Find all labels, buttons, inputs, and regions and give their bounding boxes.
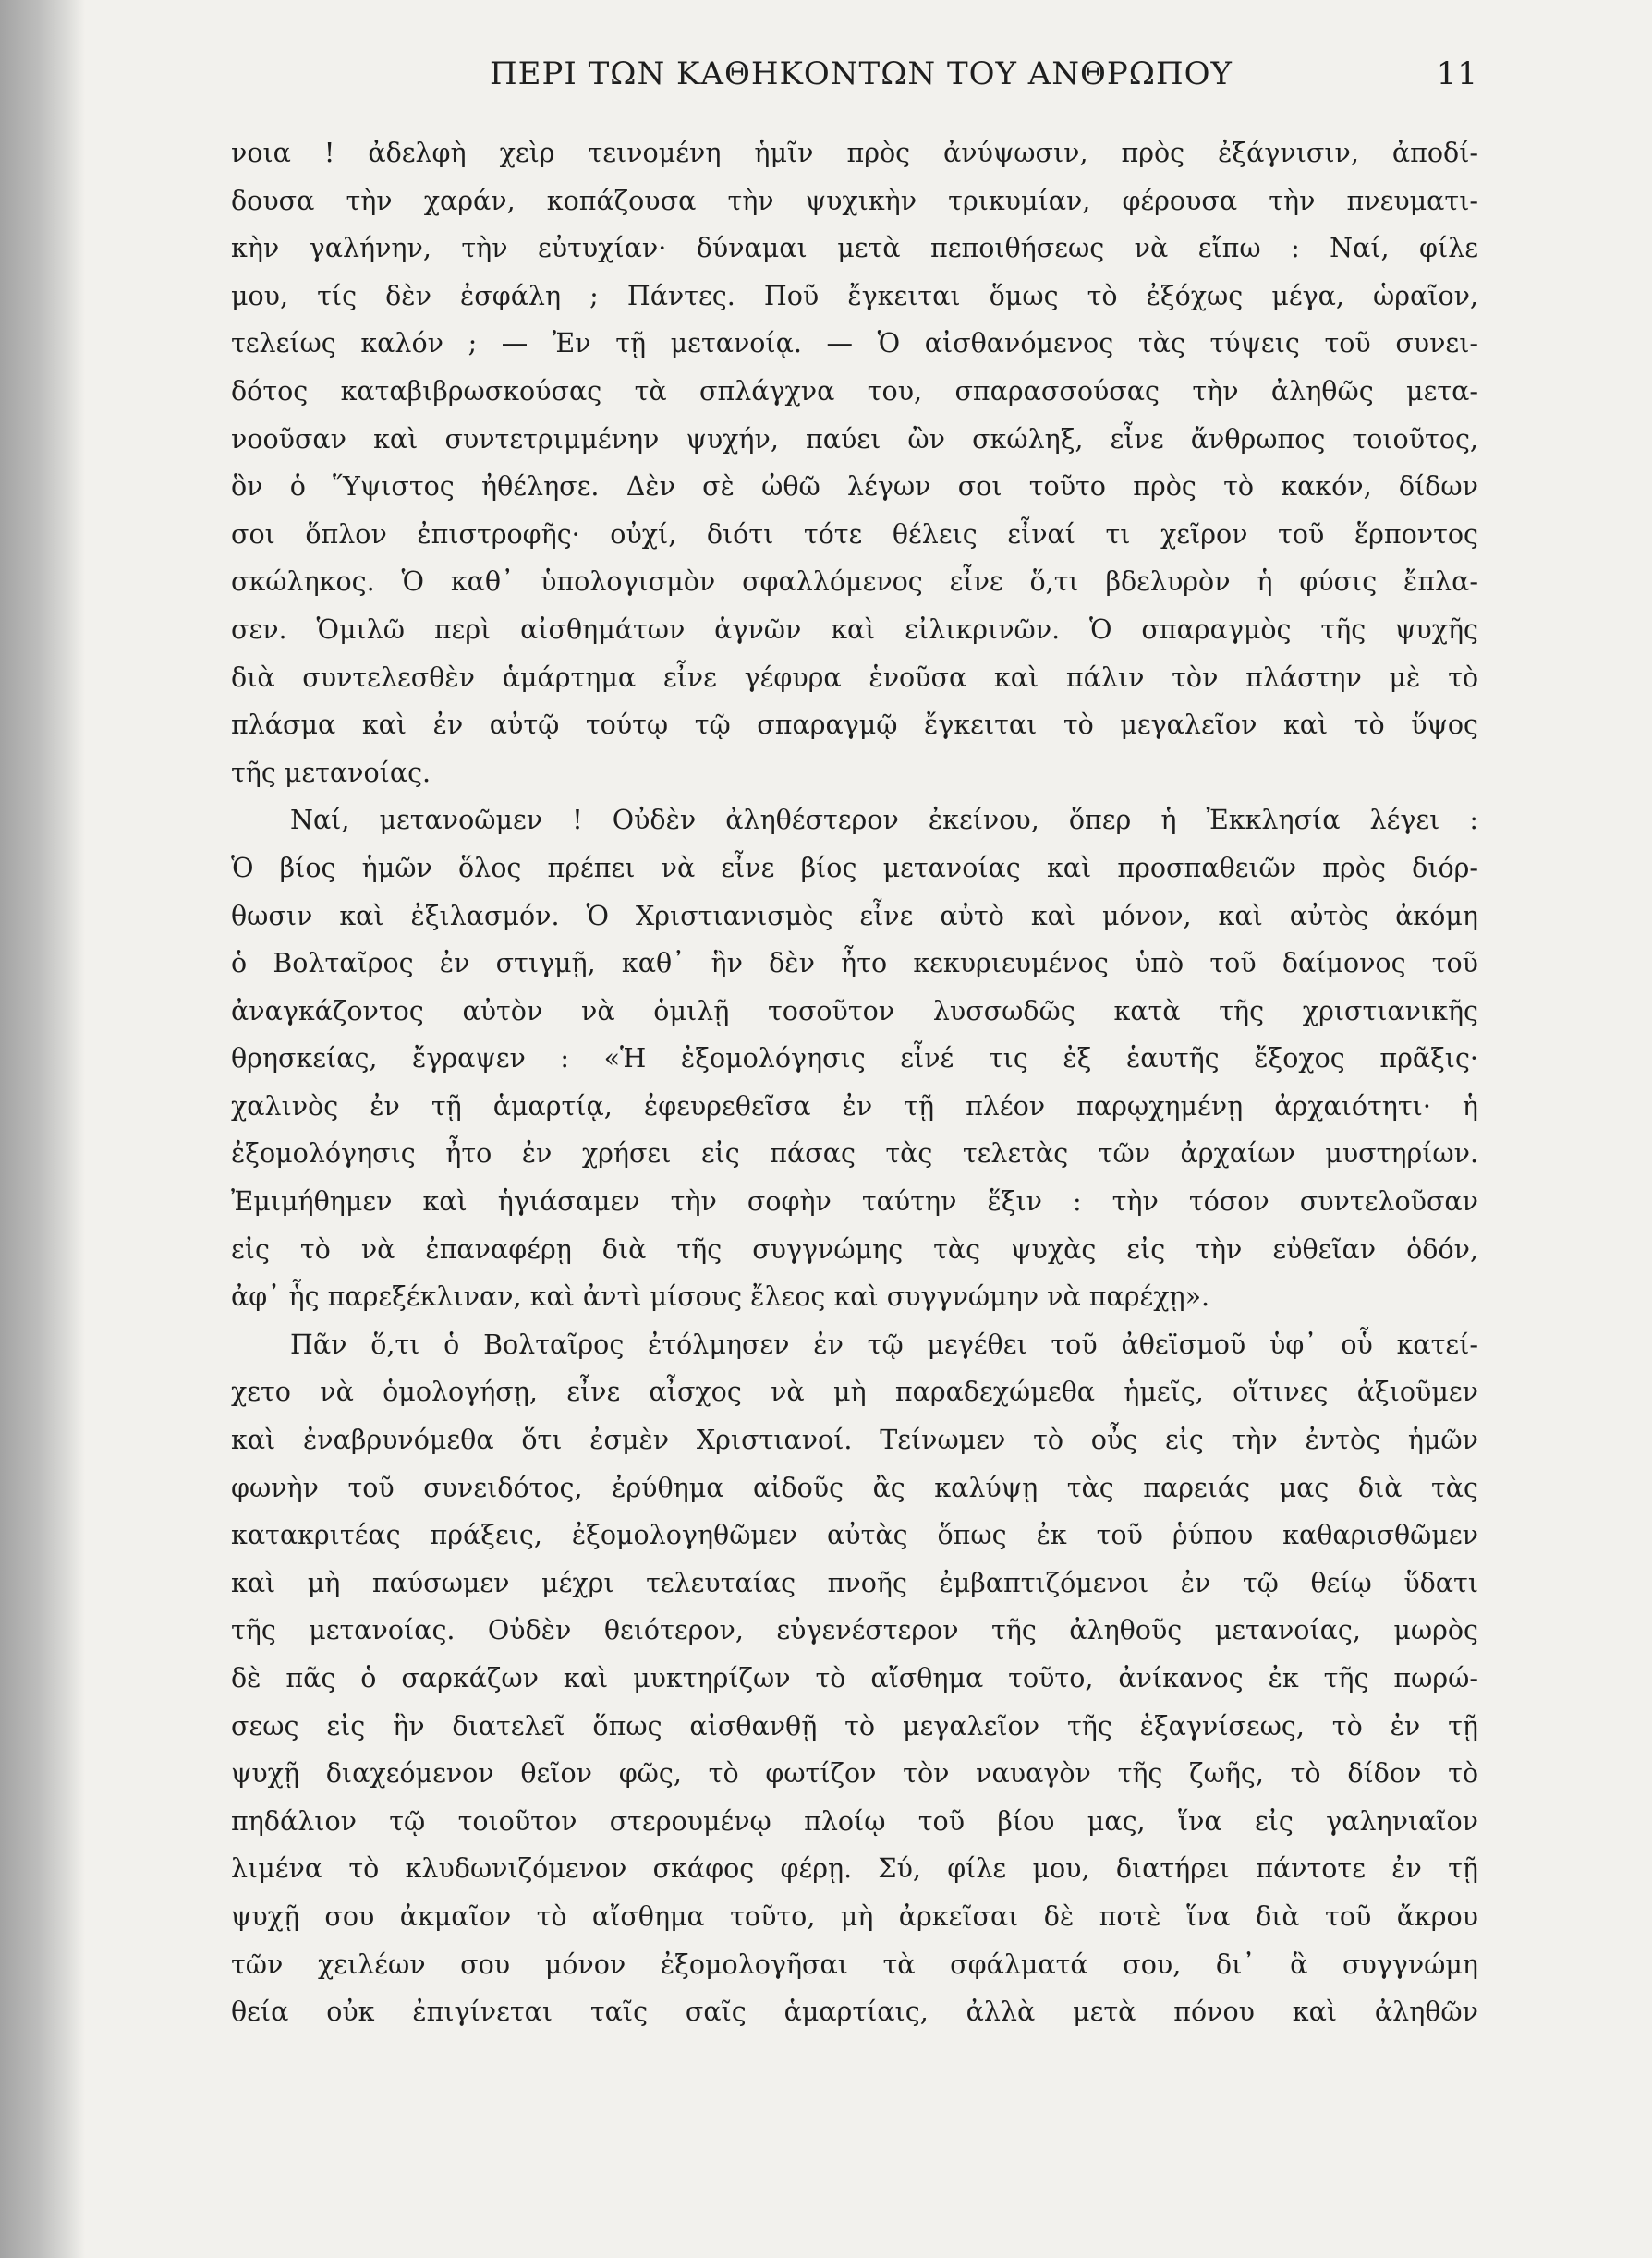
text-line: σεν. Ὁμιλῶ περὶ αἰσθημάτων ἁγνῶν καὶ εἰλικρινῶν. Ὁ σπαραγμὸς τῆς ψυχῆς bbox=[231, 613, 1478, 645]
text-line: θεία οὐκ ἐπιγίνεται ταῖς σαῖς ἁμαρτίαις, ἀλλὰ μετὰ πόνου καὶ ἀληθῶν bbox=[231, 1997, 1478, 2028]
text-line: κατακριτέας πράξεις, ἐξομολογηθῶμεν αὐτὰς ὅπως ἐκ τοῦ ῥύπου καθαρισθῶμεν bbox=[231, 1520, 1478, 1551]
text-line: καὶ ἐναβρυνόμεθα ὅτι ἐσμὲν Χριστιανοί. Τείνωμεν τὸ οὖς εἰς τὴν ἐντὸς ἡμῶν bbox=[231, 1425, 1478, 1456]
text-line: μου, τίς δὲν ἐσφάλη ; Πάντες. Ποῦ ἔγκειται ὅμως τὸ ἐξόχως μέγα, ὡραῖον, bbox=[231, 280, 1478, 311]
text-line: ἀναγκάζοντος αὐτὸν νὰ ὁμιλῇ τοσοῦτον λυσσωδῶς κατὰ τῆς χριστιανικῆς bbox=[231, 995, 1478, 1026]
text-line: διὰ συντελεσθὲν ἁμάρτημα εἶνε γέφυρα ἑνοῦσα καὶ πάλιν τὸν πλάστην μὲ τὸ bbox=[231, 662, 1478, 693]
text-line: εἰς τὸ νὰ ἐπαναφέρῃ διὰ τῆς συγγνώμης τὰς ψυχὰς εἰς τὴν εὐθεῖαν ὁδόν, bbox=[231, 1233, 1478, 1265]
body-text bbox=[231, 129, 1478, 2036]
text-line: δότος καταβιβρωσκούσας τὰ σπλάγχνα του, σπαρασσούσας τὴν ἀληθῶς μετα- bbox=[231, 375, 1478, 407]
text-line: Ναί, μετανοῶμεν ! Οὐδὲν ἀληθέστερον ἐκείνου, ὅπερ ἡ Ἐκκλησία λέγει : bbox=[290, 805, 1478, 836]
running-title: ΠΕΡΙ ΤΩΝ ΚΑΘΗΚΟΝΤΩΝ ΤΟΥ ΑΝΘΡΩΠΟΥ bbox=[490, 55, 1233, 92]
text-line: τῶν χειλέων σου μόνον ἐξομολογῆσαι τὰ σφάλματά σου, δι᾽ ἃ συγγνώμη bbox=[231, 1948, 1478, 1980]
text-line: ὃν ὁ Ὕψιστος ἠθέλησε. Δὲν σὲ ὠθῶ λέγων σοι τοῦτο πρὸς τὸ κακόν, δίδων bbox=[231, 471, 1478, 503]
text-line: Πᾶν ὅ,τι ὁ Βολταῖρος ἐτόλμησεν ἐν τῷ μεγέθει τοῦ ἀθεϊσμοῦ ὑφ᾽ οὗ κατεί- bbox=[290, 1329, 1478, 1360]
text-line: πηδάλιον τῷ τοιοῦτον στερουμένῳ πλοίῳ τοῦ βίου μας, ἵνα εἰς γαληνιαῖον bbox=[231, 1805, 1478, 1837]
text-line: τῆς μετανοίας. Οὐδὲν θειότερον, εὐγενέστερον τῆς ἀληθοῦς μετανοίας, μωρὸς bbox=[231, 1615, 1478, 1646]
text-line: θρησκείας, ἔγραψεν : «Ἡ ἐξομολόγησις εἶνέ τις ἐξ ἑαυτῆς ἔξοχος πρᾶξις· bbox=[231, 1043, 1478, 1074]
text-line: ψυχῇ διαχεόμενον θεῖον φῶς, τὸ φωτίζον τὸν ναυαγὸν τῆς ζωῆς, τὸ δίδον τὸ bbox=[231, 1758, 1478, 1790]
text-line: πλάσμα καὶ ἐν αὐτῷ τούτῳ τῷ σπαραγμῷ ἔγκειται τὸ μεγαλεῖον καὶ τὸ ὕψος bbox=[231, 710, 1478, 741]
text-line: σκώληκος. Ὁ καθ᾽ ὑπολογισμὸν σφαλλόμενος εἶνε ὅ,τι βδελυρὸν ἡ φύσις ἔπλα- bbox=[231, 566, 1478, 598]
text-line: Ὁ βίος ἡμῶν ὅλος πρέπει νὰ εἶνε βίος μετανοίας καὶ προσπαθειῶν πρὸς διόρ- bbox=[231, 852, 1478, 883]
text-line: θωσιν καὶ ἐξιλασμόν. Ὁ Χριστιανισμὸς εἶνε αὐτὸ καὶ μόνον, καὶ αὐτὸς ἀκόμη bbox=[231, 900, 1478, 931]
text-line: λιμένα τὸ κλυδωνιζόμενον σκάφος φέρῃ. Σύ, φίλε μου, διατήρει πάντοτε ἐν τῇ bbox=[231, 1853, 1478, 1885]
text-line: νοια ! ἀδελφὴ χεὶρ τεινομένη ἡμῖν πρὸς ἀνύψωσιν, πρὸς ἐξάγνισιν, ἀποδί- bbox=[231, 138, 1478, 168]
text-line: σοι ὅπλον ἐπιστροφῆς· οὐχί, διότι τότε θέλεις εἶναί τι χεῖρον τοῦ ἕρποντος bbox=[231, 518, 1478, 550]
text-line: ἀφ᾽ ἧς παρεξέκλιναν, καὶ ἀντὶ μίσους ἔλεος καὶ συγγνώμην νὰ παρέχῃ». bbox=[231, 1281, 1210, 1313]
text-line: δὲ πᾶς ὁ σαρκάζων καὶ μυκτηρίζων τὸ αἴσθημα τοῦτο, ἀνίκανος ἐκ τῆς πωρώ- bbox=[231, 1663, 1478, 1694]
page-number: 11 bbox=[1436, 55, 1478, 92]
text-line: φωνὴν τοῦ συνειδότος, ἐρύθημα αἰδοῦς ἂς καλύψῃ τὰς παρειάς μας διὰ τὰς bbox=[231, 1472, 1478, 1503]
text-line: σεως εἰς ἣν διατελεῖ ὅπως αἰσθανθῇ τὸ μεγαλεῖον τῆς ἐξαγνίσεως, τὸ ἐν τῇ bbox=[231, 1710, 1478, 1742]
text-line: τῆς μετανοίας. bbox=[231, 757, 431, 788]
text-line: καὶ μὴ παύσωμεν μέχρι τελευταίας πνοῆς ἐμβαπτιζόμενοι ἐν τῷ θείῳ ὕδατι bbox=[231, 1567, 1478, 1598]
text-line: χετο νὰ ὁμολογήσῃ, εἶνε αἶσχος νὰ μὴ παραδεχώμεθα ἡμεῖς, οἵτινες ἀξιοῦμεν bbox=[231, 1377, 1478, 1408]
text-line: χαλινὸς ἐν τῇ ἁμαρτίᾳ, ἐφευρεθεῖσα ἐν τῇ πλέον παρῳχημένῃ ἀρχαιότητι· ἡ bbox=[231, 1090, 1478, 1122]
text-line: ψυχῇ σου ἀκμαῖον τὸ αἴσθημα τοῦτο, μὴ ἀρκεῖσαι δὲ ποτὲ ἵνα διὰ τοῦ ἄκρου bbox=[231, 1900, 1478, 1932]
text-line: κὴν γαλήνην, τὴν εὐτυχίαν· δύναμαι μετὰ πεποιθήσεως νὰ εἴπω : Ναί, φίλε bbox=[231, 233, 1478, 264]
text-line: ἐξομολόγησις ἦτο ἐν χρήσει εἰς πάσας τὰς τελετὰς τῶν ἀρχαίων μυστηρίων. bbox=[231, 1138, 1478, 1170]
text-line: νοοῦσαν καὶ συντετριμμένην ψυχήν, παύει ὢν σκώληξ, εἶνε ἄνθρωπος τοιοῦτος, bbox=[231, 423, 1478, 455]
text-line: τελείως καλόν ; — Ἐν τῇ μετανοίᾳ. — Ὁ αἰσθανόμενος τὰς τύψεις τοῦ συνει- bbox=[231, 328, 1478, 359]
text-line: δουσα τὴν χαράν, κοπάζουσα τὴν ψυχικὴν τρικυμίαν, φέρουσα τὴν πνευματι- bbox=[231, 185, 1478, 216]
text-line: ὁ Βολταῖρος ἐν στιγμῇ, καθ᾽ ἣν δὲν ἦτο κεκυριευμένος ὑπὸ τοῦ δαίμονος τοῦ bbox=[231, 948, 1478, 979]
text-line: Ἐμιμήθημεν καὶ ἡγιάσαμεν τὴν σοφὴν ταύτην ἕξιν : τὴν τόσον συντελοῦσαν bbox=[231, 1186, 1478, 1218]
